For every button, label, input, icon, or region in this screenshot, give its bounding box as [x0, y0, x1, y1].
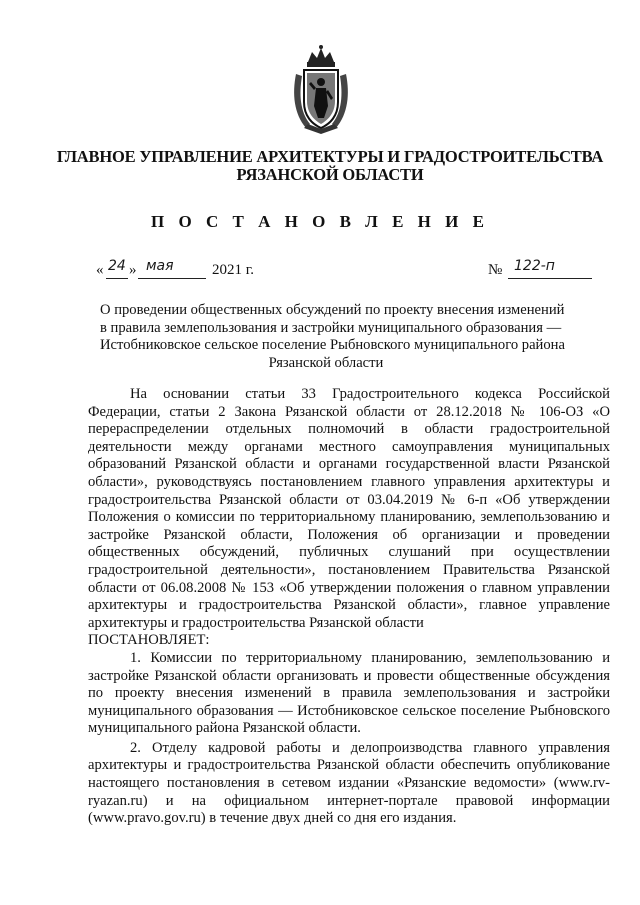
organization-name-line2: РЯЗАНСКОЙ ОБЛАСТИ	[236, 165, 424, 184]
date-month-underline	[138, 278, 206, 279]
subject-line: в правила землепользования и застройки муниципального образования —	[100, 319, 562, 336]
date-day-handwritten: 24	[108, 258, 126, 274]
ryazan-coat-of-arms-icon	[290, 44, 352, 136]
item-1-paragraph: 1. Комиссии по территориальному планированию, землепользованию и застройке Рязанской области организовать и провести общественные обсуждения по проекту внесения изменений в правила землепользования и застройки муниципального образования — Истобниковское сельское поселение Рыбновского муниципального района Рязанской области.	[88, 649, 610, 737]
document-type-title: П О С Т А Н О В Л Е Н И Е	[151, 212, 489, 231]
item-2-paragraph: 2. Отделу кадровой работы и делопроизводства главного управления архитектуры и градостроительства Рязанской области обеспечить опубликование настоящего постановления в сетевом издании «Рязанские ведомости» (www.rv-ryazan.ru) и на официальном интернет-портале правовой информации (www.pravo.gov.ru) в течение двух дней со дня его издания.	[88, 739, 610, 827]
document-number-underline	[508, 278, 592, 279]
subject-line: Истобниковское сельское поселение Рыбновского муниципального района	[100, 337, 565, 353]
document-number-handwritten: 122-п	[514, 258, 555, 274]
organization-name-line1: ГЛАВНОЕ УПРАВЛЕНИЕ АРХИТЕКТУРЫ И ГРАДОСТРОИТЕЛЬСТВА	[56, 147, 604, 166]
date-close-quote: »	[129, 262, 137, 278]
document-subject	[100, 302, 565, 372]
resolves-heading: ПОСТАНОВЛЯЕТ:	[88, 632, 210, 649]
date-number-line	[96, 258, 596, 284]
document-body	[88, 386, 610, 828]
subject-line: Рязанской области	[268, 354, 384, 371]
subject-line: О проведении общественных обсуждений по проекту внесения изменений	[100, 302, 565, 318]
number-sign: №	[488, 262, 503, 278]
date-month-handwritten: мая	[146, 258, 174, 274]
date-day-underline	[106, 278, 128, 279]
date-year: 2021 г.	[212, 262, 254, 278]
date-open-quote: «	[96, 262, 104, 278]
preamble-paragraph: На основании статьи 33 Градостроительного кодекса Российской Федерации, статьи 2 Закона Рязанской области от 28.12.2018 № 106-ОЗ «О перераспределении отдельных полномочий в области градостроительной деятельности между органами местного самоуправления муниципальных образований Рязанской области и органами государственной власти Рязанской области», руководствуясь постановлением главного управления архитектуры и градостроительства Рязанской области от 03.04.2019 № 6-п «Об утверждении Положения о комиссии по территориальному планированию, землепользованию и застройке Рязанской области, Положения об организации и проведении общественных обсуждений, публичных слушаний при осуществлении градостроительной деятельности», постановлением Правительства Рязанской области от 06.08.2008 № 153 «Об утверждении положения о главном управлении архитектуры и градостроительства Рязанской области», главное управление архитектуры и градостроительства Рязанской области	[88, 386, 610, 631]
